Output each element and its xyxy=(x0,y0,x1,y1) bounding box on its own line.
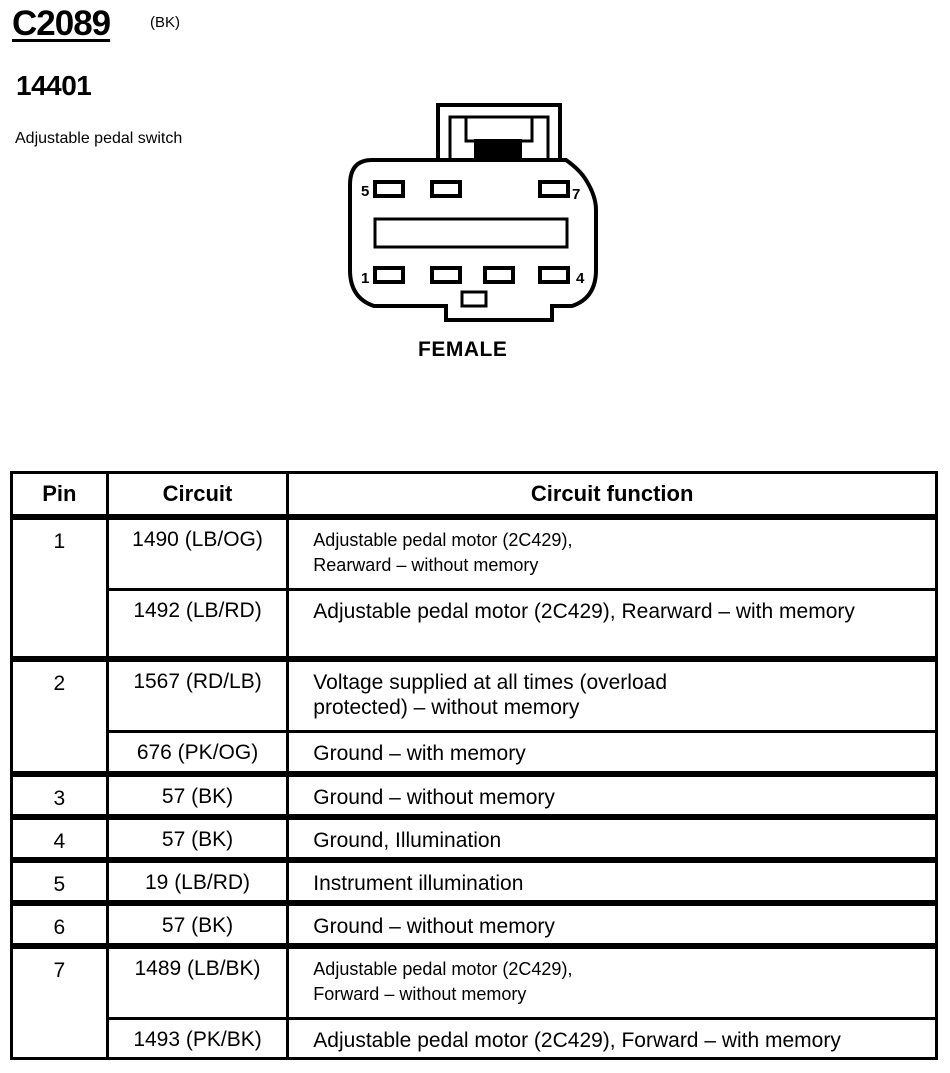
pin-cavity-3 xyxy=(485,268,513,282)
circuit-cell: 1490 (LB/OG) xyxy=(107,517,288,589)
function-line: protected) – without memory xyxy=(313,696,580,719)
center-slot xyxy=(375,219,567,247)
function-line: Ground – without memory xyxy=(313,915,555,938)
function-line: Voltage supplied at all times (overload xyxy=(313,671,668,694)
function-line: Rearward – without memory xyxy=(313,555,539,575)
circuit-cell: 19 (LB/RD) xyxy=(107,860,288,903)
pin-cavity-2 xyxy=(432,268,460,282)
circuit-cell: 1489 (LB/BK) xyxy=(107,946,288,1018)
pin-cavity-1 xyxy=(375,268,403,282)
circuit-cell: 1493 (PK/BK) xyxy=(107,1018,288,1058)
pin-cell: 2 xyxy=(12,659,108,774)
function-cell xyxy=(288,774,937,817)
connector-id: C2089 xyxy=(12,4,111,43)
table-header-row xyxy=(12,473,937,518)
function-line: Instrument illumination xyxy=(313,872,524,895)
table-row xyxy=(12,817,937,860)
table-row xyxy=(12,903,937,946)
circuit-cell: 1567 (RD/LB) xyxy=(107,659,288,731)
function-line: Forward – without memory xyxy=(313,984,527,1004)
pin-cell: 6 xyxy=(12,903,108,946)
pin-cavity-5 xyxy=(375,182,403,196)
function-line: Adjustable pedal motor (2C429), Rearward – with memory xyxy=(313,599,855,623)
table-row xyxy=(12,659,937,731)
function-cell xyxy=(288,589,937,659)
table-row xyxy=(12,774,937,817)
pin-cell: 4 xyxy=(12,817,108,860)
pin-circuit-table xyxy=(10,471,938,1060)
pin-cell: 7 xyxy=(12,946,108,1058)
pin-cavity-6 xyxy=(432,182,460,196)
circuit-cell: 57 (BK) xyxy=(107,903,288,946)
function-line: Ground, Illumination xyxy=(313,829,502,852)
circuit-cell: 676 (PK/OG) xyxy=(107,731,288,774)
pin-cavity-4 xyxy=(540,268,568,282)
pin-label-7: 7 xyxy=(572,186,581,203)
function-cell xyxy=(288,860,937,903)
connector-latch xyxy=(438,105,560,160)
part-number: 14401 xyxy=(16,70,92,101)
table-row xyxy=(12,860,937,903)
component-description: Adjustable pedal switch xyxy=(15,130,183,147)
function-cell xyxy=(288,517,937,589)
pin-label-1: 1 xyxy=(361,270,370,287)
table-row xyxy=(12,589,937,659)
circuit-cell: 1492 (LB/RD) xyxy=(107,589,288,659)
connector-color: (BK) xyxy=(150,14,180,31)
table-row xyxy=(12,1018,937,1058)
function-line: Ground – with memory xyxy=(313,741,526,765)
header-function: Circuit function xyxy=(288,473,937,518)
header-circuit: Circuit xyxy=(107,473,288,518)
pin-label-4: 4 xyxy=(576,270,585,287)
function-cell xyxy=(288,659,937,731)
table-row xyxy=(12,731,937,774)
function-line: Adjustable pedal motor (2C429), xyxy=(313,959,573,979)
key-notch xyxy=(462,292,486,306)
pin-cavity-7 xyxy=(540,182,568,196)
pin-cell: 3 xyxy=(12,774,108,817)
pin-label-5: 5 xyxy=(361,183,370,200)
function-cell xyxy=(288,946,937,1018)
table-row xyxy=(12,517,937,589)
header-pin: Pin xyxy=(12,473,108,518)
function-cell xyxy=(288,817,937,860)
pin-cell: 5 xyxy=(12,860,108,903)
function-line: Adjustable pedal motor (2C429), Forward – with memory xyxy=(313,1028,841,1052)
function-cell xyxy=(288,1018,937,1058)
connector-view-label: FEMALE xyxy=(418,338,508,361)
function-cell xyxy=(288,731,937,774)
circuit-cell: 57 (BK) xyxy=(107,774,288,817)
pin-cell: 1 xyxy=(12,517,108,659)
function-cell xyxy=(288,903,937,946)
function-line: Adjustable pedal motor (2C429), xyxy=(313,530,573,550)
circuit-cell: 57 (BK) xyxy=(107,817,288,860)
function-line: Ground – without memory xyxy=(313,786,555,809)
connector-face-diagram xyxy=(0,0,950,380)
table-row xyxy=(12,946,937,1018)
